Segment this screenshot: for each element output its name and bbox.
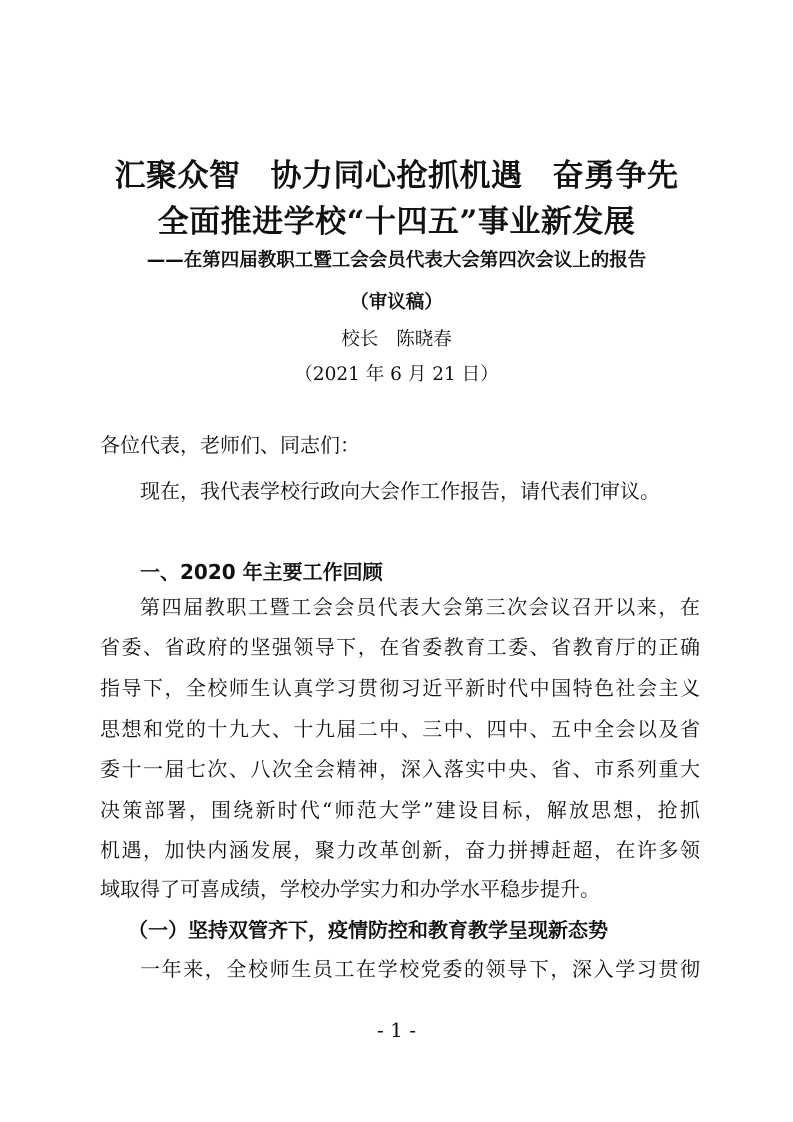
paragraph-line: 域取得了可喜成绩，学校办学实力和办学水平稳步提升。 (100, 877, 600, 901)
report-title-line1 (0, 150, 793, 195)
title-phrase-3: 奋勇争先 (552, 158, 679, 194)
paragraph-line: 第四届教职工暨工会会员代表大会第三次会议召开以来，在 (140, 595, 700, 619)
report-date: （2021 年 6 月 21 日） (294, 364, 499, 385)
author-line (0, 325, 793, 351)
draft-note: （审议稿） (350, 292, 443, 313)
title-phrase-1: 汇聚众智 (114, 158, 241, 194)
paragraph-line: 机遇，加快内涵发展，聚力改革创新，奋力拼搏赶超，在许多领 (100, 838, 700, 862)
paragraph-line: 思想和党的十九大、十九届二中、三中、四中、五中全会以及省 (100, 717, 700, 741)
section-heading: 一、2020 年主要工作回顾 (140, 560, 383, 584)
title-phrase-2: 协力同心抢抓机遇 (270, 158, 523, 194)
subsection-heading: （一）坚持双管齐下，疫情防控和教育教学呈现新态势 (128, 918, 608, 942)
paragraph-line: 一年来，全校师生员工在学校党委的领导下，深入学习贯彻 (140, 957, 700, 981)
paragraph-line: 决策部署，围绕新时代“师范大学”建设目标，解放思想，抢抓 (100, 798, 700, 822)
intro-paragraph: 现在，我代表学校行政向大会作工作报告，请代表们审议。 (140, 479, 660, 503)
paragraph-line: 委十一届七次、八次全会精神，深入落实中央、省、市系列重大 (100, 757, 700, 781)
salutation: 各位代表，老师们、同志们： (100, 433, 360, 457)
page-number: - 1 - (377, 1018, 416, 1042)
paragraph-line: 省委、省政府的坚强领导下，在省委教育工委、省教育厅的正确 (100, 635, 700, 659)
paragraph-line: 指导下，全校师生认真学习贯彻习近平新时代中国特色社会主义 (100, 676, 700, 700)
author-name: 陈晓春 (396, 329, 452, 350)
report-subtitle: ——在第四届教职工暨工会会员代表大会第四次会议上的报告 (146, 250, 647, 271)
report-title-line2: 全面推进学校“十四五”事业新发展 (157, 204, 636, 240)
author-role: 校长 (341, 329, 379, 350)
